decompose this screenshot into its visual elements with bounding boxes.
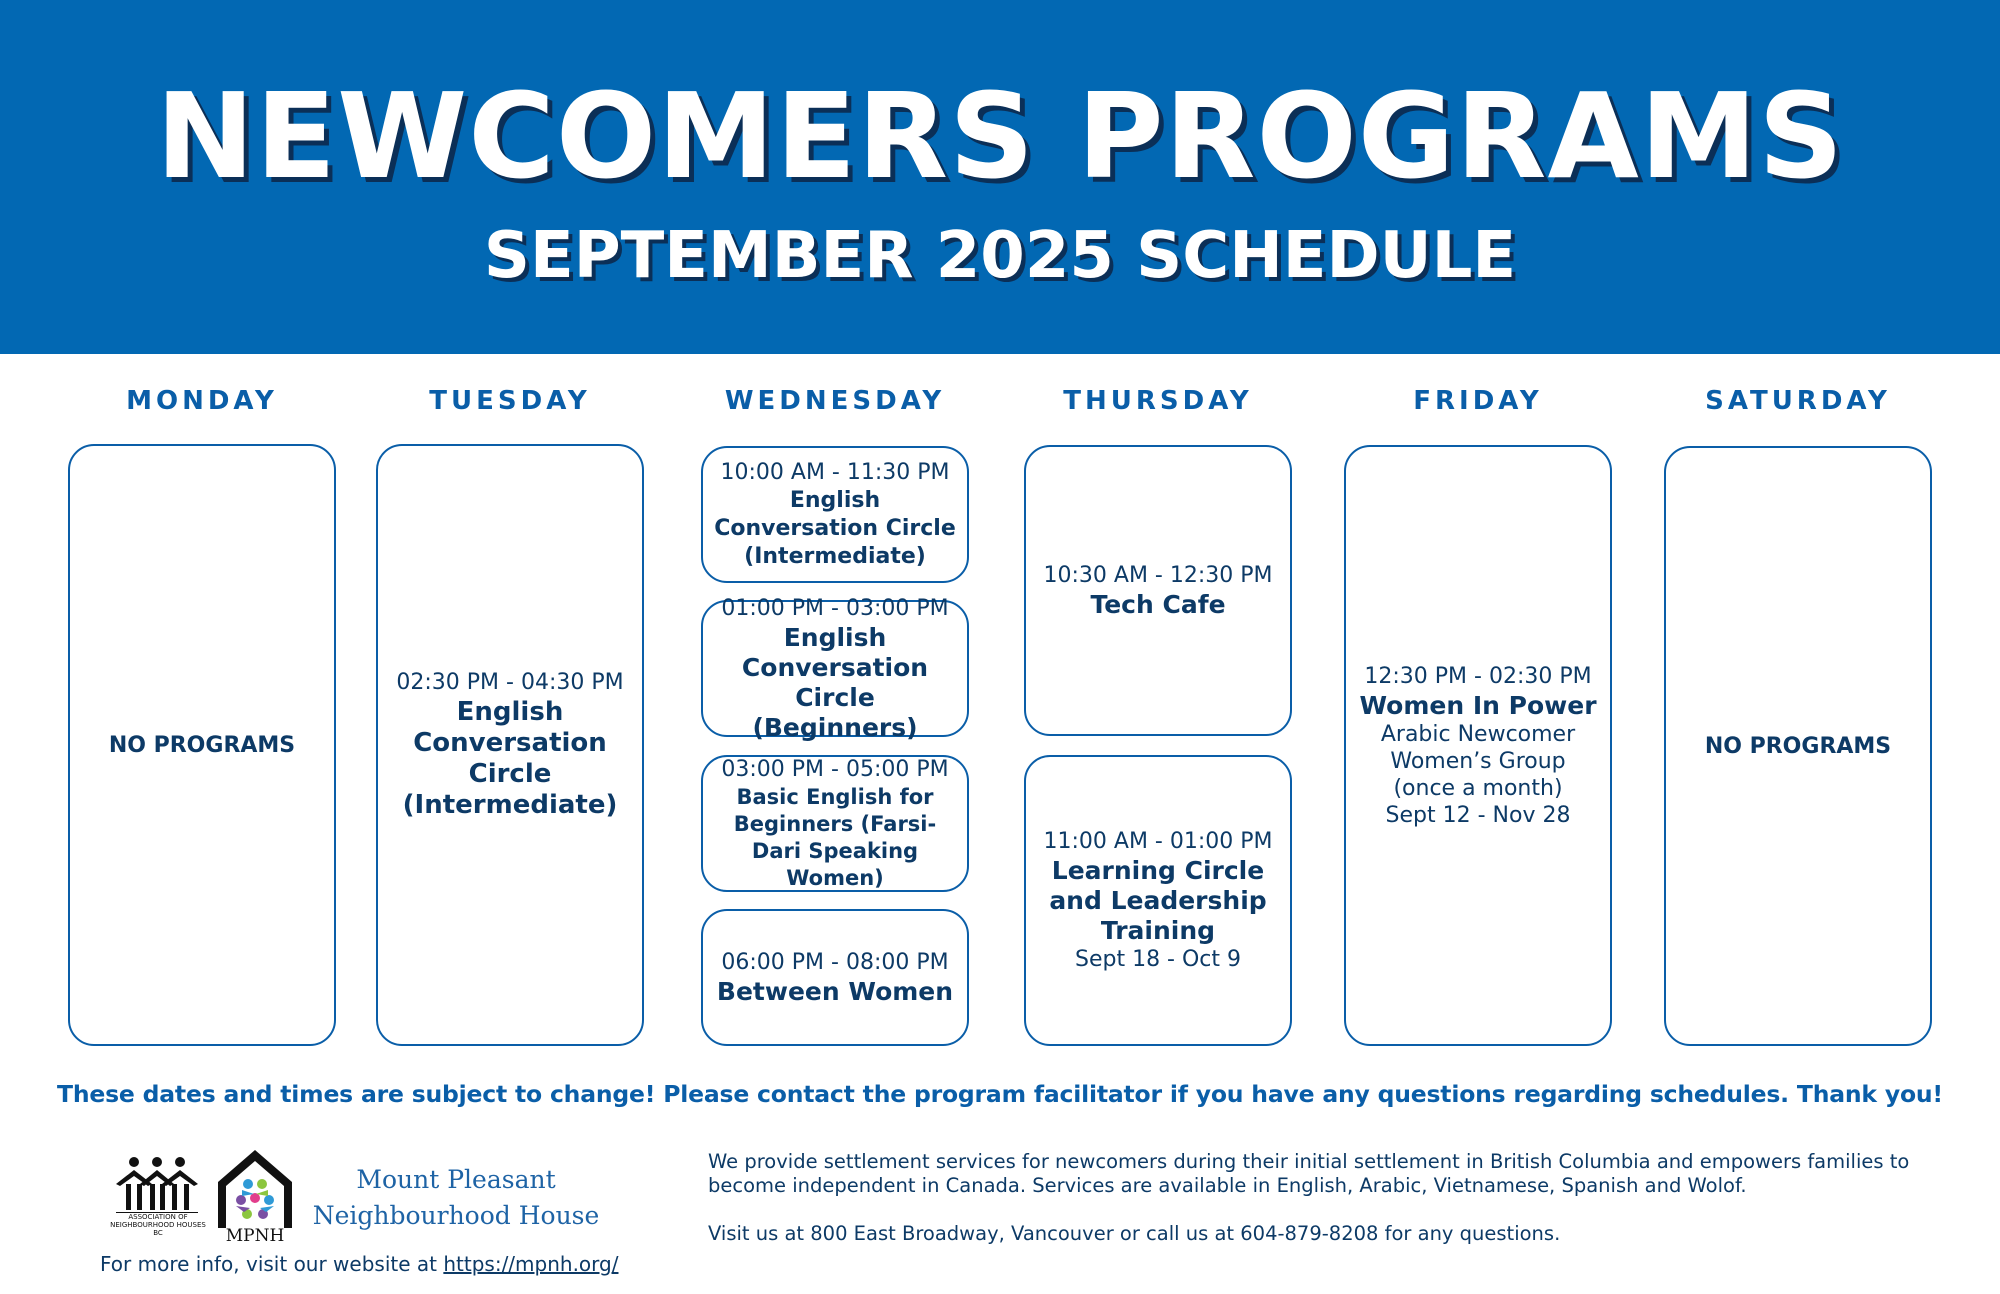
program-title: English Conversation Circle (Intermediate) (402, 697, 618, 820)
website-link[interactable]: https://mpnh.org/ (443, 1252, 619, 1276)
friday-card (1344, 445, 1612, 1046)
no-programs-label: NO PROGRAMS (108, 732, 296, 758)
day-header-monday: MONDAY (126, 386, 278, 416)
monday-card (68, 444, 336, 1046)
page-subtitle: SEPTEMBER 2025 SCHEDULE (483, 219, 1517, 293)
thursday-card-2 (1024, 755, 1292, 1046)
day-header-thursday: THURSDAY (1063, 386, 1253, 416)
program-time: 02:30 PM - 04:30 PM (396, 670, 624, 695)
program-time: 10:00 AM - 11:30 PM (720, 459, 950, 485)
day-header-tuesday: TUESDAY (429, 386, 591, 416)
program-title: Between Women (716, 976, 954, 1006)
org-name-line-1: Mount Pleasant (356, 1165, 556, 1194)
header-banner (0, 0, 2000, 354)
program-time: 01:00 PM - 03:00 PM (721, 595, 949, 621)
thursday-card-1 (1024, 445, 1292, 736)
disclaimer-text: These dates and times are subject to change! Please contact the program facilitator if you have any questions regarding schedules. Thank you! (57, 1080, 1943, 1108)
program-title: English Conversation Circle (Intermediate) (714, 487, 956, 569)
tuesday-card (376, 444, 644, 1046)
wednesday-card-2 (701, 595, 969, 742)
program-time: 10:30 AM - 12:30 PM (1043, 562, 1273, 588)
saturday-card (1664, 446, 1932, 1046)
day-header-wednesday: WEDNESDAY (724, 386, 946, 416)
org-name-line-2: Neighbourhood House (312, 1201, 600, 1230)
wednesday-card-3 (701, 755, 969, 892)
wednesday-card-4 (701, 909, 969, 1046)
anh-logo-text: ASSOCIATION OF NEIGHBOURHOOD HOUSES BC (110, 1213, 206, 1237)
program-dates: Sept 12 - Nov 28 (1385, 802, 1571, 828)
no-programs-label: NO PROGRAMS (1704, 733, 1892, 759)
program-title: English Conversation Circle (Beginners) (741, 622, 929, 742)
program-time: 06:00 PM - 08:00 PM (721, 949, 949, 975)
day-header-friday: FRIDAY (1413, 386, 1543, 416)
program-time: 12:30 PM - 02:30 PM (1364, 663, 1592, 689)
program-time: 03:00 PM - 05:00 PM (721, 756, 949, 782)
program-time: 11:00 AM - 01:00 PM (1043, 829, 1273, 854)
program-title: Learning Circle and Leadership Training (1049, 856, 1267, 945)
wednesday-card-1 (701, 446, 969, 583)
day-header-saturday: SATURDAY (1705, 386, 1891, 416)
page-title: NEWCOMERS PROGRAMS (155, 67, 1845, 205)
about-section (708, 1150, 1958, 1246)
program-description: Arabic Newcomer Women’s Group (once a month) (1380, 721, 1576, 801)
program-dates: Sept 18 - Oct 9 (1074, 947, 1242, 972)
mpnh-logo-text: MPNH (225, 1226, 285, 1246)
program-title: Basic English for Beginners (Farsi-Dari Speaking Women) (733, 784, 937, 890)
about-text: We provide settlement services for newcomers during their initial settlement in British Columbia and empowers families to become independent in Canada. Services are available in English, Arabic, Vietnamese, Spanish and Wolof. (708, 1150, 1910, 1197)
visit-text: Visit us at 800 East Broadway, Vancouver or call us at 604-879-8208 for any questions. (708, 1222, 1561, 1245)
program-title: Women In Power (1359, 690, 1597, 720)
more-info-text (100, 1252, 618, 1276)
organization-name (306, 1162, 606, 1234)
program-title: Tech Cafe (1090, 589, 1226, 619)
more-info-prefix: For more info, visit our website at (100, 1252, 444, 1276)
